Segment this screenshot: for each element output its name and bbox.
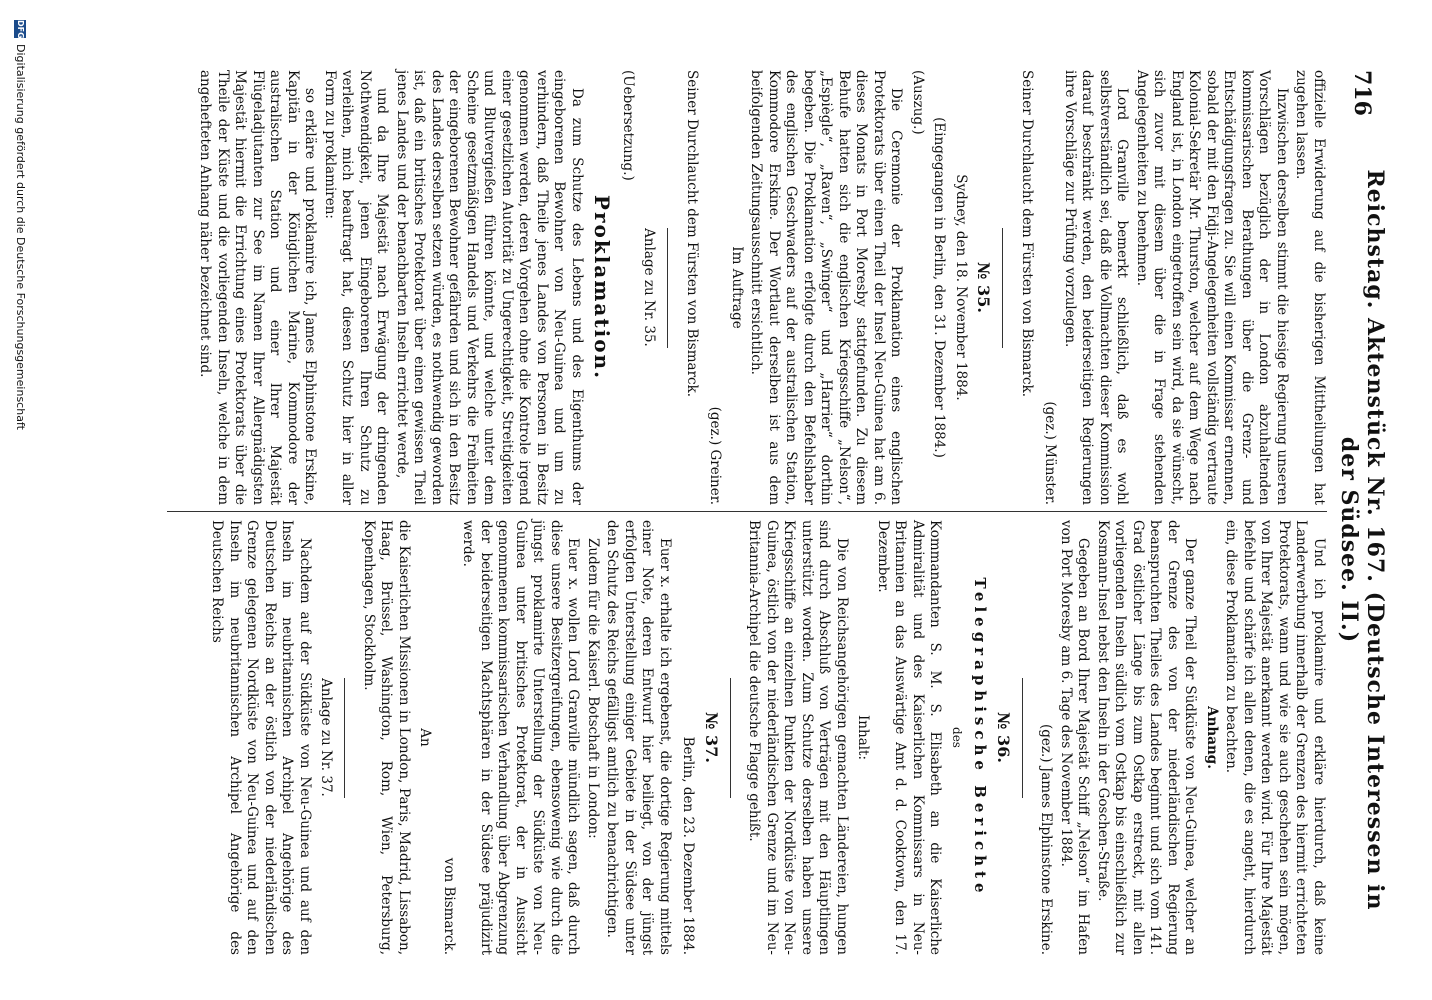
annex-title: Anhang. bbox=[1204, 706, 1220, 769]
paragraph: Inzwischen derselben stimmt die hiesige Regierung unseren Vorschlägen bezüglich der in London abzuhaltenden kommissarischen Berathungen über die Grenz- und Entschädigungsfragen zu. Sie will einen Kommissar ernennen, sobald der mit den Fidji-Angelegenheiten vollständig vertraute Kolonial-Sekretär Mr. Thurston, welcher auf dem Wege nach England ist, in London eingetroffen sein wird, da sie wünscht, sich zuvor mit diesem über die in Frage stehenden Angelegenheiten zu benehmen. bbox=[1134, 70, 1290, 505]
dateline: Sydney, den 18. November 1884. bbox=[953, 174, 969, 401]
paragraph: Euer x. erhalte ich ergebenst, die dortige Regierung mittels einer Note, deren Entwurf hier beiliegt, von der jüngst erfolgten Unterstellung einiger Gebiete in der Südsee unter den Schutz des Reichs gefälligst amtlich zu benachrichtigen. bbox=[604, 520, 673, 955]
paragraph: Da zum Schutze des Lebens und des Eigenthums der eingeborenen Bewohner von Neu-Guinea und um zu verhindern, daß Theile jenes Landes von Personen in Besitz genommen werden, deren Vorgehen ohne die Kontrole irgend einer gesetzlichen Autorität zu Ungerechtigkeit, Streitigkeiten und Blutvergießen führen könnte, und welche unter dem Scheine gesetzmäßigen Handels und Verkehrs die Freiheiten der eingeborenen Bewohner gefährden und sich in den Besitz des Landes derselben setzen würden, es nothwendig geworden ist, daß ein britisches Protektorat über einen gewissen Theil jenes Landes und der benachbarten Inseln errichtet werde, bbox=[394, 70, 585, 505]
paragraph: Gegeben an Bord Ihrer Majestät Schiff „Nelson“ im Hafen von Port Moresby am 6. Tage des November 1884. bbox=[1058, 520, 1092, 955]
signature: von Bismarck. bbox=[441, 857, 457, 955]
signature: (gez.) Münster. bbox=[1042, 401, 1059, 505]
paragraph: so erkläre und proklamire ich, James Elphinstone Erskine, Kapitän in der Königlichen Marine, Kommodore der australischen Station und einer Ihrer Majestät Flügeladjutanten zur See im Namen Ihrer Allergnädigsten Majestät hiermit die Errichtung eines Protektorats über die Theile der Küste und die vorliegenden Inseln, welche in dem angehefteten Anhang näher bezeichnet sind. bbox=[197, 70, 319, 505]
addressee: Seiner Durchlaucht dem Fürsten von Bismarck. bbox=[1019, 70, 1035, 398]
paragraph: offizielle Erwiderung auf die bisherigen Mittheilungen hat zugehen lassen. bbox=[1293, 70, 1327, 505]
document-number: № 35. bbox=[974, 262, 994, 313]
right-column bbox=[206, 520, 1327, 955]
recipient-label: An bbox=[417, 728, 434, 747]
paragraph: Der ganze Theil der Südküste von Neu-Guinea, welcher an der Grenze des von der niederländischen Regierung beanspruchten Theiles des Landes beginnt und sich vom 141. Grad östlicher Länge bis zum Ostkap erstreckt, mit allen vorliegenden Inseln südlich vom Ostkap bis einschließlich zur Kosmann-Insel nebst den Inseln in der Goschen-Straße. bbox=[1095, 520, 1199, 955]
page-number: 716 bbox=[1349, 70, 1375, 116]
recipient-list: die Kaiserlichen Missionen in London, Paris, Madrid, Lissabon, Haag, Brüssel, Washington, Rom, Wien, Petersburg, Kopenhagen, Stockholm. bbox=[361, 520, 412, 955]
paragraph: Die Ceremonie der Proklamation eines englischen Protektorats über einen Theil der Insel Neu-Guinea hat am 6. dieses Monats in Port Moresby stattgefunden. Zu diesem Behufe hatten sich die englischen Kriegsschiffe „Nelson“, „Espiègle“, „Raven“, „Swinger“ und „Harrier“ dorthin begeben. Die Proklamation erfolgte durch den Befehlshaber des englischen Geschwaders auf der australischen Station, Kommodore Erskine. Der Wortlaut derselben ist aus dem beifolgenden Zeitungsausschnitt ersichtlich. bbox=[748, 70, 905, 505]
footer bbox=[14, 20, 27, 430]
paragraph: Nachdem auf der Südküste von Neu-Guinea und auf den Inseln im neubritannischen Archipel Angehörige des Deutschen Reichs an der östlich von der niederländischen Grenze gelegenen Nordküste von Neu-Guinea und auf den Inseln im neubritannischen Archipel Angehörige des Deutschen Reichs bbox=[209, 520, 313, 955]
page-title: Reichstag. Aktenstück Nr. 167. (Deutsche Interessen in der Südsee. II.) bbox=[1336, 169, 1388, 911]
paragraph: Die von Reichsangehörigen gemachten Ländereien, hungen sind durch Abschluß von Verträgen mit den Häuptlingen unterstützt worden. Zum Schutze derselben haben unsere Kriegsschiffe an einzelnen Punkten der Nordküste von Neu-Guinea, östlich von der niederländischen Grenze und im Neu-Britannia-Archipel die deutsche Flagge gehißt. bbox=[746, 520, 850, 955]
left-column bbox=[194, 70, 1327, 505]
divider bbox=[345, 678, 346, 798]
dateline: Berlin, den 23. Dezember 1884. bbox=[680, 736, 697, 955]
divider bbox=[1003, 228, 1004, 348]
column-divider bbox=[167, 511, 1327, 512]
divider bbox=[668, 228, 669, 348]
received-note: (Eingegangen in Berlin, den 31. Dezember 1884.) bbox=[931, 117, 948, 458]
paragraph: Kommandanten S. M. S. Elisabeth an die Kaiserliche Admiralität und des Kaiserlichen Kommissars in Neu-Britannien an das Auswärtige Amt d. d. Cooktown, den 17. Dezember. bbox=[875, 520, 944, 955]
im-auftrage: Im Auftrage bbox=[729, 246, 745, 329]
contents-heading: Inhalt: bbox=[855, 714, 872, 761]
document-number: № 37. bbox=[702, 712, 721, 763]
paragraph: und da Ihre Majestät nach Erwägung der dringenden Nothwendigkeit, jenen Eingeborenen Ihren Schutz zu verleihen, mich beauftragt hat, diesen Schutz hier in aller Form zu proklamiren: bbox=[322, 70, 391, 505]
divider bbox=[1022, 678, 1023, 798]
excerpt-tag: (Auszug.) bbox=[910, 70, 926, 135]
addressee: Seiner Durchlaucht dem Fürsten von Bismarck. bbox=[684, 70, 700, 398]
proclamation-title: Proklamation. bbox=[590, 194, 615, 381]
paragraph: Lord Granville bemerkt schließlich, daß es wohl selbstverständlich sei, daß die Vollmachten dieser Kommission darauf beschränkt werden, den beiderseitigen Regierungen ihre Vorschläge zur Prüfung vorzulegen. bbox=[1062, 70, 1131, 505]
dfg-logo-icon: DFG bbox=[16, 20, 26, 39]
translation-tag: (Uebersetzung.) bbox=[620, 70, 636, 181]
attachment-heading: Anlage zu Nr. 35. bbox=[641, 228, 658, 347]
paragraph: Euer x. wollen Lord Granville mündlich sagen, daß durch diese unsere Besitzergreifungen, ebensowenig wie durch die jüngst proklamirte Unterstellung der Südküste von Neu-Guinea unter britisches Protektorat, der in Aussicht genommenen kommissarischen Verhandlung über Abgrenzung der beiderseitigen Machtsphären in der Südsee präjudizirt werde. bbox=[460, 520, 582, 955]
signature: (gez.) James Elphinstone Erskine. bbox=[1038, 723, 1055, 955]
section-title: Telegraphische Berichte bbox=[971, 577, 990, 898]
attachment-heading: Anlage zu Nr. 37. bbox=[318, 678, 335, 797]
signature: (gez.) Greiner. bbox=[707, 406, 724, 505]
section-subtitle: des bbox=[950, 727, 964, 748]
document-number: № 36. bbox=[994, 712, 1013, 763]
footer-text: Digitalisierung gefördert durch die Deutsche Forschungsgemeinschaft bbox=[14, 44, 27, 430]
divider bbox=[730, 678, 731, 798]
paragraph: Zudem für die Kaiserl. Botschaft in London: bbox=[585, 538, 601, 839]
page-header bbox=[1336, 70, 1388, 930]
paragraph: Und ich proklamire und erkläre hierdurch, daß keine Landerwerbung innerhalb der Grenzen des hiermit errichteten Protektorats, wann und wie sie auch geschehen sein mögen, von Ihrer Majestät anerkannt werden wird. Für Ihre Majestät befehle und schärfe ich allen denen, die es angeht, hierdurch ein, diese Proklamation zu beachten. bbox=[1223, 520, 1327, 955]
